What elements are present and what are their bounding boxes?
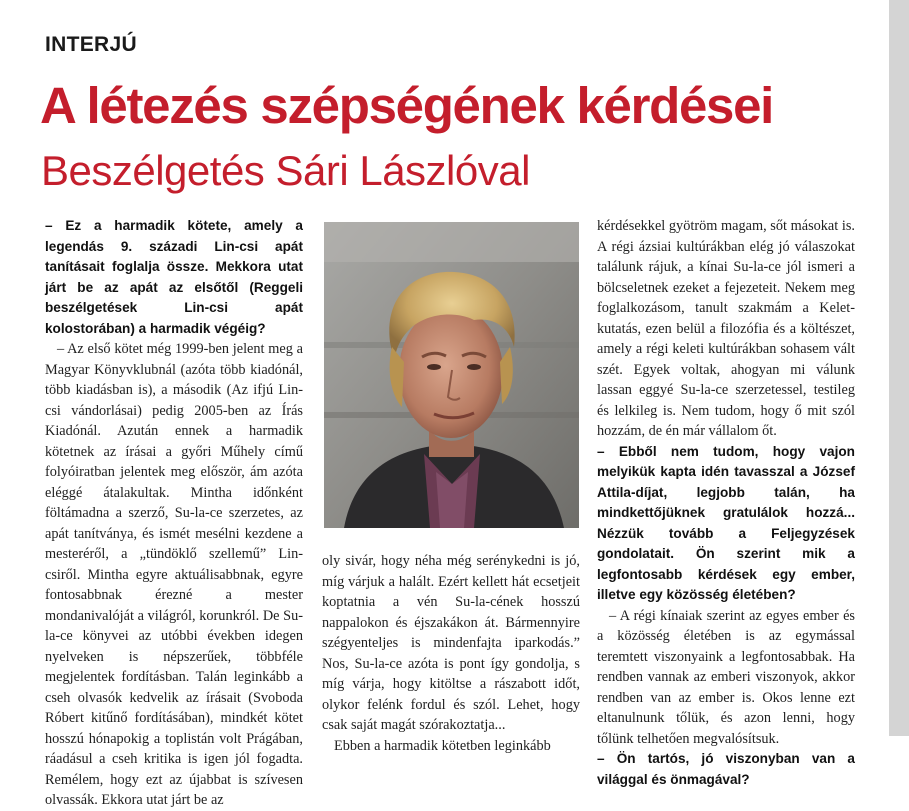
section-label: INTERJÚ bbox=[45, 33, 137, 56]
answer-paragraph: – A régi kínaiak szerint az egyes ember és a közösség életében is az egymással teremtett viszonyaink a legfontosabbak. Ha rendben vannak az emberi viszonyok, akkor rendben van az ember is. Okos lenne ezt eltanulnunk tőlük, és azon lenni, hogy tőlünk telhetően megvalósítsuk. bbox=[597, 607, 855, 747]
question-paragraph: – Ebből nem tudom, hogy vajon melyikük kapta idén tavasszal a József Attila-díjat, legjobb talán, ha mindkettőjüknek gratulálok hozzá... Nézzük tovább a Feljegyzések gondolatait. Ön szerint mik a legfontosabb kérdések egy ember, illetve egy közösség életében? bbox=[597, 443, 855, 602]
article-title: A létezés szépségének kérdései bbox=[40, 77, 774, 134]
page-edge-strip bbox=[889, 0, 909, 736]
text-column-3 bbox=[597, 216, 855, 787]
answer-paragraph: kérdésekkel gyötröm magam, sőt másokat is. A régi ázsiai kultúrákban elég jó válaszokat találunk rájuk, a kínai Su-la-ce jól ismeri a bölcseletnek ezeket a fejezeteit. Nekem meg foglalkozásom, tanult szakmám a Kelet-kutatás, ezen belül a filozófia és a költészet, amely a régi keleti kultúrákban sohasem vált szét. Egyek voltak, ahogyan mi válunk lassan eggyé Su-la-ce szerzetessel, testileg és lelkileg is. Nem tudom, hogy ő mit szól hozzám, de én már vállalom őt. bbox=[597, 218, 855, 439]
answer-paragraph: – Az első kötet még 1999-ben jelent meg a Magyar Könyvklubnál (azóta több kiadónál, több kiadásban is), a második (Az ifjú Lin-csi vándorlásai) pedig 2005-ben az Írás Kiadónál. Azután ennek a harmadik kötetnek az írásai a győri Műhely című folyóiratban jelentek meg először, ám azóta eléggé átalakultak. Mintha időnként föltámadna a szerző, Su-la-ce szerzetes, az apát tanítványa, és ismét mesélni kezdene a mesteréről, a „tündöklő szellemű” Lin-csiről. Mintha egyre aktuálisabbnak, egyre fontosabbnak érezné a mester mondanivalóját a világról, korunkról. De Su-la-ce könyvei az utóbbi években idegen nyelveken is népszerűek, többféle megjelentek fordításban. Talán leginkább a cseh olvasók kedvelik az írásait (Svoboda Róbert kitűnő fordításában), mindkét kötet hosszú hónapokig a toplistán volt Prágában, ráadásul a cseh kritika is igen jól fogadta. Remélem, hogy ezt az újabbat is szívesen olvassák. Ekkora utat járt be az bbox=[45, 341, 303, 808]
text-column-2 bbox=[322, 551, 580, 754]
article-subtitle: Beszélgetés Sári Lászlóval bbox=[41, 147, 530, 194]
question-paragraph: – Ön tartós, jó viszonyban van a világgal és önmagával? bbox=[597, 751, 855, 787]
answer-paragraph: oly sivár, hogy néha még serénykedni is jó, míg várjuk a halált. Ezért kellett hát ecsetjeit koptatnia a vén Su-la-cének hosszú nappalokon és éjszakákon át. Bármennyire szégyenteljes is mindenfajta iparkodás.” Nos, Su-la-ce azóta is pont így gondolja, s míg várja, hogy kitöltse a rászabott időt, olykor felénk fordul és szól. Lehet, hogy csak saját magát szórakoztatja... bbox=[322, 553, 580, 733]
text-column-1 bbox=[45, 216, 303, 808]
answer-paragraph: Ebben a harmadik kötetben leginkább bbox=[334, 737, 551, 754]
question-paragraph: – Ez a harmadik kötete, amely a legendás 9. századi Lin-csi apát tanításait foglalja össze. Mekkora utat járt be az apát az elsőtől (Reggeli beszélgetések Lin-csi apát kolostorában) a harmadik végéig? bbox=[45, 218, 303, 336]
portrait-photo bbox=[324, 222, 579, 528]
portrait-illustration bbox=[324, 222, 579, 528]
